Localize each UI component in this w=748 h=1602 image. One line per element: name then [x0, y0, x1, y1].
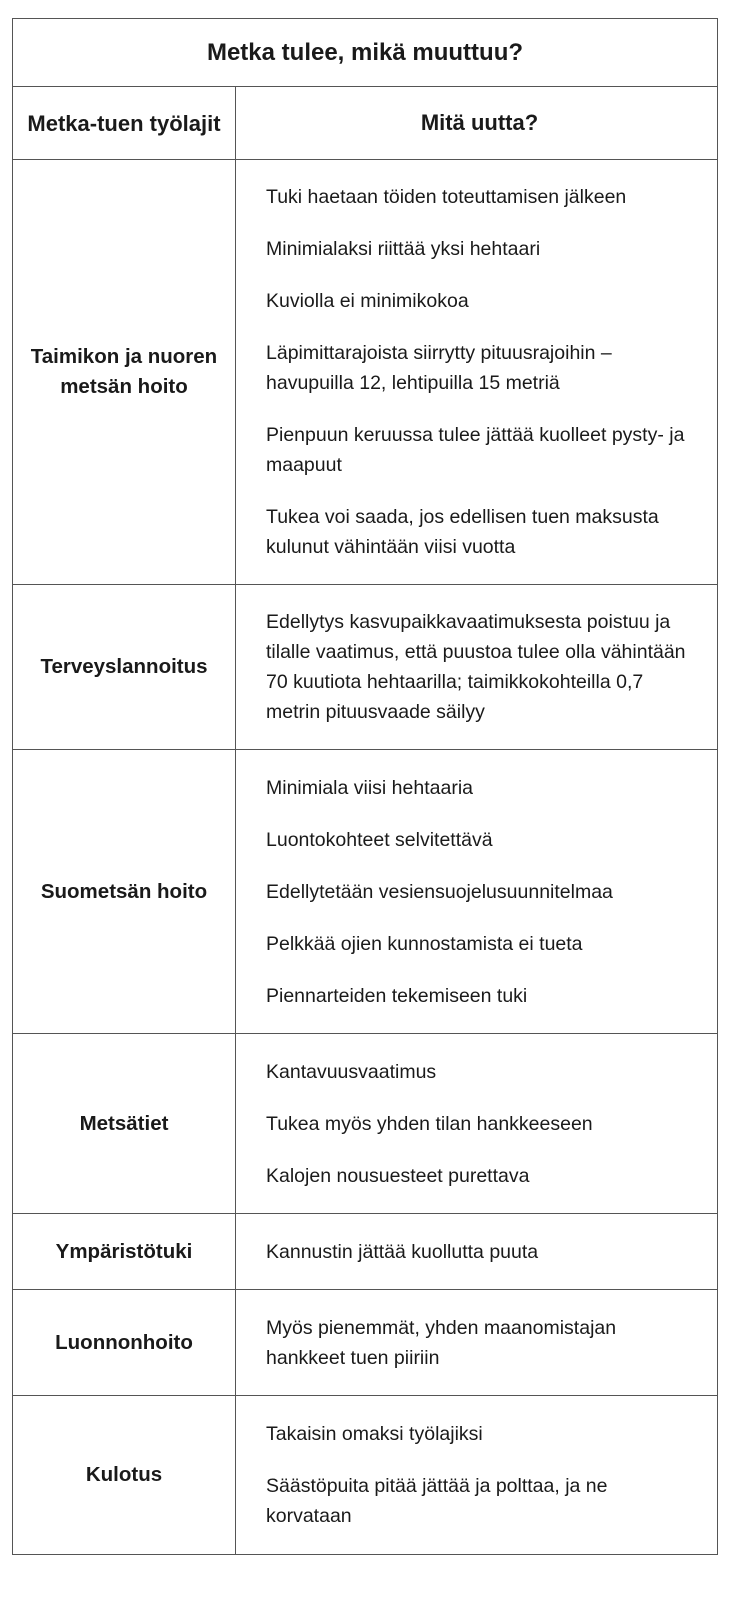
change-item: Tuki haetaan töiden toteuttamisen jälkeen [266, 186, 627, 208]
row-category: Kulotus [13, 1396, 236, 1554]
table-row [13, 1290, 717, 1396]
table-row [13, 1396, 717, 1554]
change-item: Kantavuusvaatimus [266, 1060, 437, 1083]
header-whats-new: Mitä uutta? [420, 110, 539, 135]
row-category: Luonnonhoito [13, 1290, 236, 1395]
row-category: Metsätiet [13, 1034, 236, 1213]
table-row [13, 585, 717, 750]
row-changes [236, 1396, 717, 1554]
change-item: Säästöpuita pitää jättää ja polttaa, ja ne korvataan [266, 1475, 608, 1527]
change-item: Pelkkää ojien kunnostamista ei tueta [266, 932, 583, 955]
table-row [13, 750, 717, 1034]
change-item: Luontokohteet selvitettävä [266, 828, 493, 851]
row-changes [236, 1214, 717, 1289]
table-row [13, 1034, 717, 1214]
changes-table [12, 18, 718, 1555]
change-item: Tukea myös yhden tilan hankkeeseen [266, 1112, 593, 1135]
change-item: Kannustin jättää kuollutta puuta [266, 1240, 539, 1263]
change-item: Läpimittarajoista siirrytty pituusrajoihin – havupuilla 12, lehtipuilla 15 metriä [266, 342, 612, 394]
row-category: Ympäristötuki [13, 1214, 236, 1289]
row-changes [236, 1034, 717, 1213]
change-item: Edellytys kasvupaikkavaatimuksesta poistuu ja tilalle vaatimus, että puustoa tulee olla vähintään 70 kuutiota hehtaarilla; taimikkokohteilla 0,7 metrin pituusvaade säilyy [266, 611, 686, 723]
row-changes [236, 160, 717, 584]
change-item: Tukea voi saada, jos edellisen tuen maksusta kulunut vähintään viisi vuotta [266, 506, 659, 558]
change-item: Takaisin omaksi työlajiksi [266, 1423, 483, 1445]
change-item: Edellytetään vesiensuojelusuunnitelmaa [266, 880, 613, 903]
table-title: Metka tulee, mikä muuttuu? [13, 19, 717, 87]
header-row [13, 87, 717, 160]
change-item: Minimiala viisi hehtaaria [266, 776, 473, 799]
change-item: Myös pienemmät, yhden maanomistajan hankkeet tuen piiriin [266, 1316, 617, 1369]
change-item: Kuviolla ei minimikokoa [266, 290, 469, 312]
header-work-types: Metka-tuen työlajit [13, 87, 236, 159]
row-category: Taimikon ja nuoren metsän hoito [13, 160, 236, 584]
change-item: Minimialaksi riittää yksi hehtaari [266, 238, 541, 260]
change-item: Piennarteiden tekemiseen tuki [266, 984, 528, 1007]
table-row [13, 160, 717, 585]
table-row [13, 1214, 717, 1290]
row-changes [236, 585, 717, 749]
change-item: Kalojen nousuesteet purettava [266, 1164, 530, 1187]
row-changes [236, 750, 717, 1033]
change-item: Pienpuun keruussa tulee jättää kuolleet pysty- ja maapuut [266, 424, 685, 476]
row-category: Suometsän hoito [13, 750, 236, 1033]
row-changes [236, 1290, 717, 1395]
row-category: Terveyslannoitus [13, 585, 236, 749]
